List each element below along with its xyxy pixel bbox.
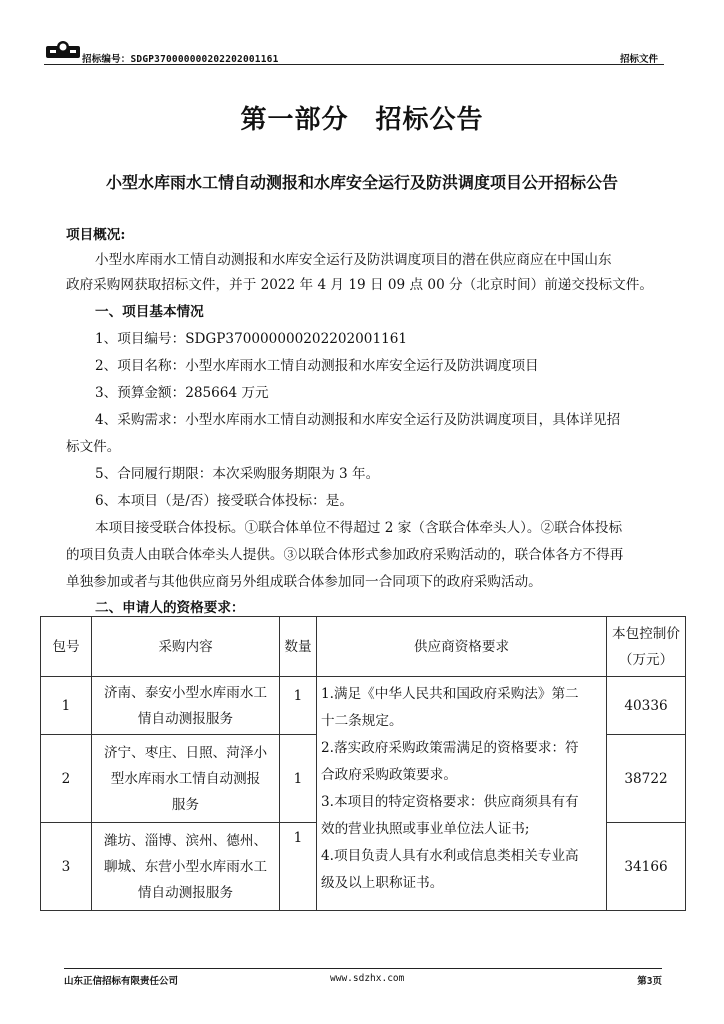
page-title: 第一部分 招标公告 — [240, 105, 484, 135]
page-footer — [64, 968, 662, 987]
requirement-line: 效的营业执照或事业单位法人证书; — [321, 821, 530, 837]
company-name: 山东正信招标有限责任公司 — [64, 976, 179, 987]
item-line: 1、项目编号：SDGP370000000202202001161 — [95, 331, 408, 347]
item-line: 4、采购需求：小型水库雨水工情自动测报和水库安全运行及防洪调度项目，具体详见招 — [95, 412, 621, 428]
header-cell: 采购内容 — [92, 617, 280, 677]
item-line: 的项目负责人由联合体牵头人提供。③以联合体形式参加政府采购活动的，联合体各方不得再 — [66, 547, 624, 563]
content-line: 潍坊、淄博、滨州、德州、 — [103, 832, 268, 849]
header-cell-line: （万元） — [618, 651, 674, 668]
control-price: 40336 — [607, 677, 686, 735]
control-price: 38722 — [607, 735, 686, 823]
overview-label: 项目概况: — [66, 227, 126, 243]
qualification-table — [40, 616, 686, 911]
item-line: 3、预算金额：285664 万元 — [95, 385, 269, 401]
item-line: 标文件。 — [66, 439, 121, 455]
table-header-row — [41, 617, 686, 677]
header-cell — [607, 617, 686, 677]
section-heading: 一、项目基本情况 — [95, 304, 204, 320]
content-line: 济南、泰安小型水库雨水工 — [103, 684, 268, 701]
control-price: 34166 — [607, 823, 686, 911]
requirement-line: 合政府采购政策要求。 — [321, 767, 457, 783]
item-line: 6、本项目（是/否）接受联合体投标：是。 — [95, 493, 353, 509]
quantity: 1 — [280, 677, 317, 735]
content-line: 情自动测报服务 — [137, 884, 234, 901]
requirement-line: 1.满足《中华人民共和国政府采购法》第二 — [321, 686, 579, 702]
header-cell: 包号 — [41, 617, 92, 677]
item-line: 单独参加或者与其他供应商另外组成联合体参加同一合同项下的政府采购活动。 — [66, 574, 542, 590]
package-number: 2 — [41, 735, 92, 823]
website-link[interactable]: www.sdzhx.com — [330, 973, 405, 984]
quantity: 1 — [280, 735, 317, 823]
item-line: 2、项目名称：小型水库雨水工情自动测报和水库安全运行及防洪调度项目 — [95, 358, 539, 374]
content-line: 服务 — [171, 796, 200, 813]
content-line: 济宁、枣庄、日照、菏泽小 — [103, 744, 268, 761]
procurement-content — [92, 735, 280, 823]
tender-number-header: 招标编号：SDGP370000000202202001161 — [82, 54, 279, 65]
page-header — [44, 38, 664, 65]
header-cell: 供应商资格要求 — [317, 617, 607, 677]
item-line: 5、合同履行期限：本次采购服务期限为 3 年。 — [95, 466, 380, 482]
requirement-line: 4.项目负责人具有水利或信息类相关专业高 — [321, 848, 579, 864]
doc-type-header: 招标文件 — [619, 54, 658, 65]
requirement-line: 十二条规定。 — [321, 713, 403, 729]
overview-line: 小型水库雨水工情自动测报和水库安全运行及防洪调度项目的潜在供应商应在中国山东 — [95, 252, 612, 268]
table-row — [41, 677, 686, 735]
content-line: 型水库雨水工情自动测报 — [110, 770, 261, 787]
requirement-line: 3.本项目的特定资格要求：供应商须具有有 — [321, 794, 579, 810]
header-cell: 数量 — [280, 617, 317, 677]
header-cell-line: 本包控制价 — [612, 625, 680, 642]
section-heading: 二、申请人的资格要求： — [95, 600, 245, 616]
company-logo-icon — [44, 38, 82, 62]
content-line: 情自动测报服务 — [137, 710, 234, 727]
requirement-line: 级及以上职称证书。 — [321, 875, 444, 891]
requirement-line: 2.落实政府采购政策需满足的资格要求：符 — [321, 740, 579, 756]
announcement-subtitle: 小型水库雨水工情自动测报和水库安全运行及防洪调度项目公开招标公告 — [105, 173, 618, 192]
page-number: 第3页 — [637, 976, 662, 987]
package-number: 1 — [41, 677, 92, 735]
supplier-requirements — [317, 677, 607, 911]
quantity: 1 — [280, 823, 317, 911]
content-line: 聊城、东营小型水库雨水工 — [103, 858, 268, 875]
item-line: 本项目接受联合体投标。①联合体单位不得超过 2 家（含联合体牵头人）。②联合体投标 — [95, 520, 623, 536]
procurement-content — [92, 677, 280, 735]
procurement-content — [92, 823, 280, 911]
overview-line: 政府采购网获取招标文件，并于 2022 年 4 月 19 日 09 点 00 分（北京时间）前递交投标文件。 — [66, 277, 653, 293]
package-number: 3 — [41, 823, 92, 911]
